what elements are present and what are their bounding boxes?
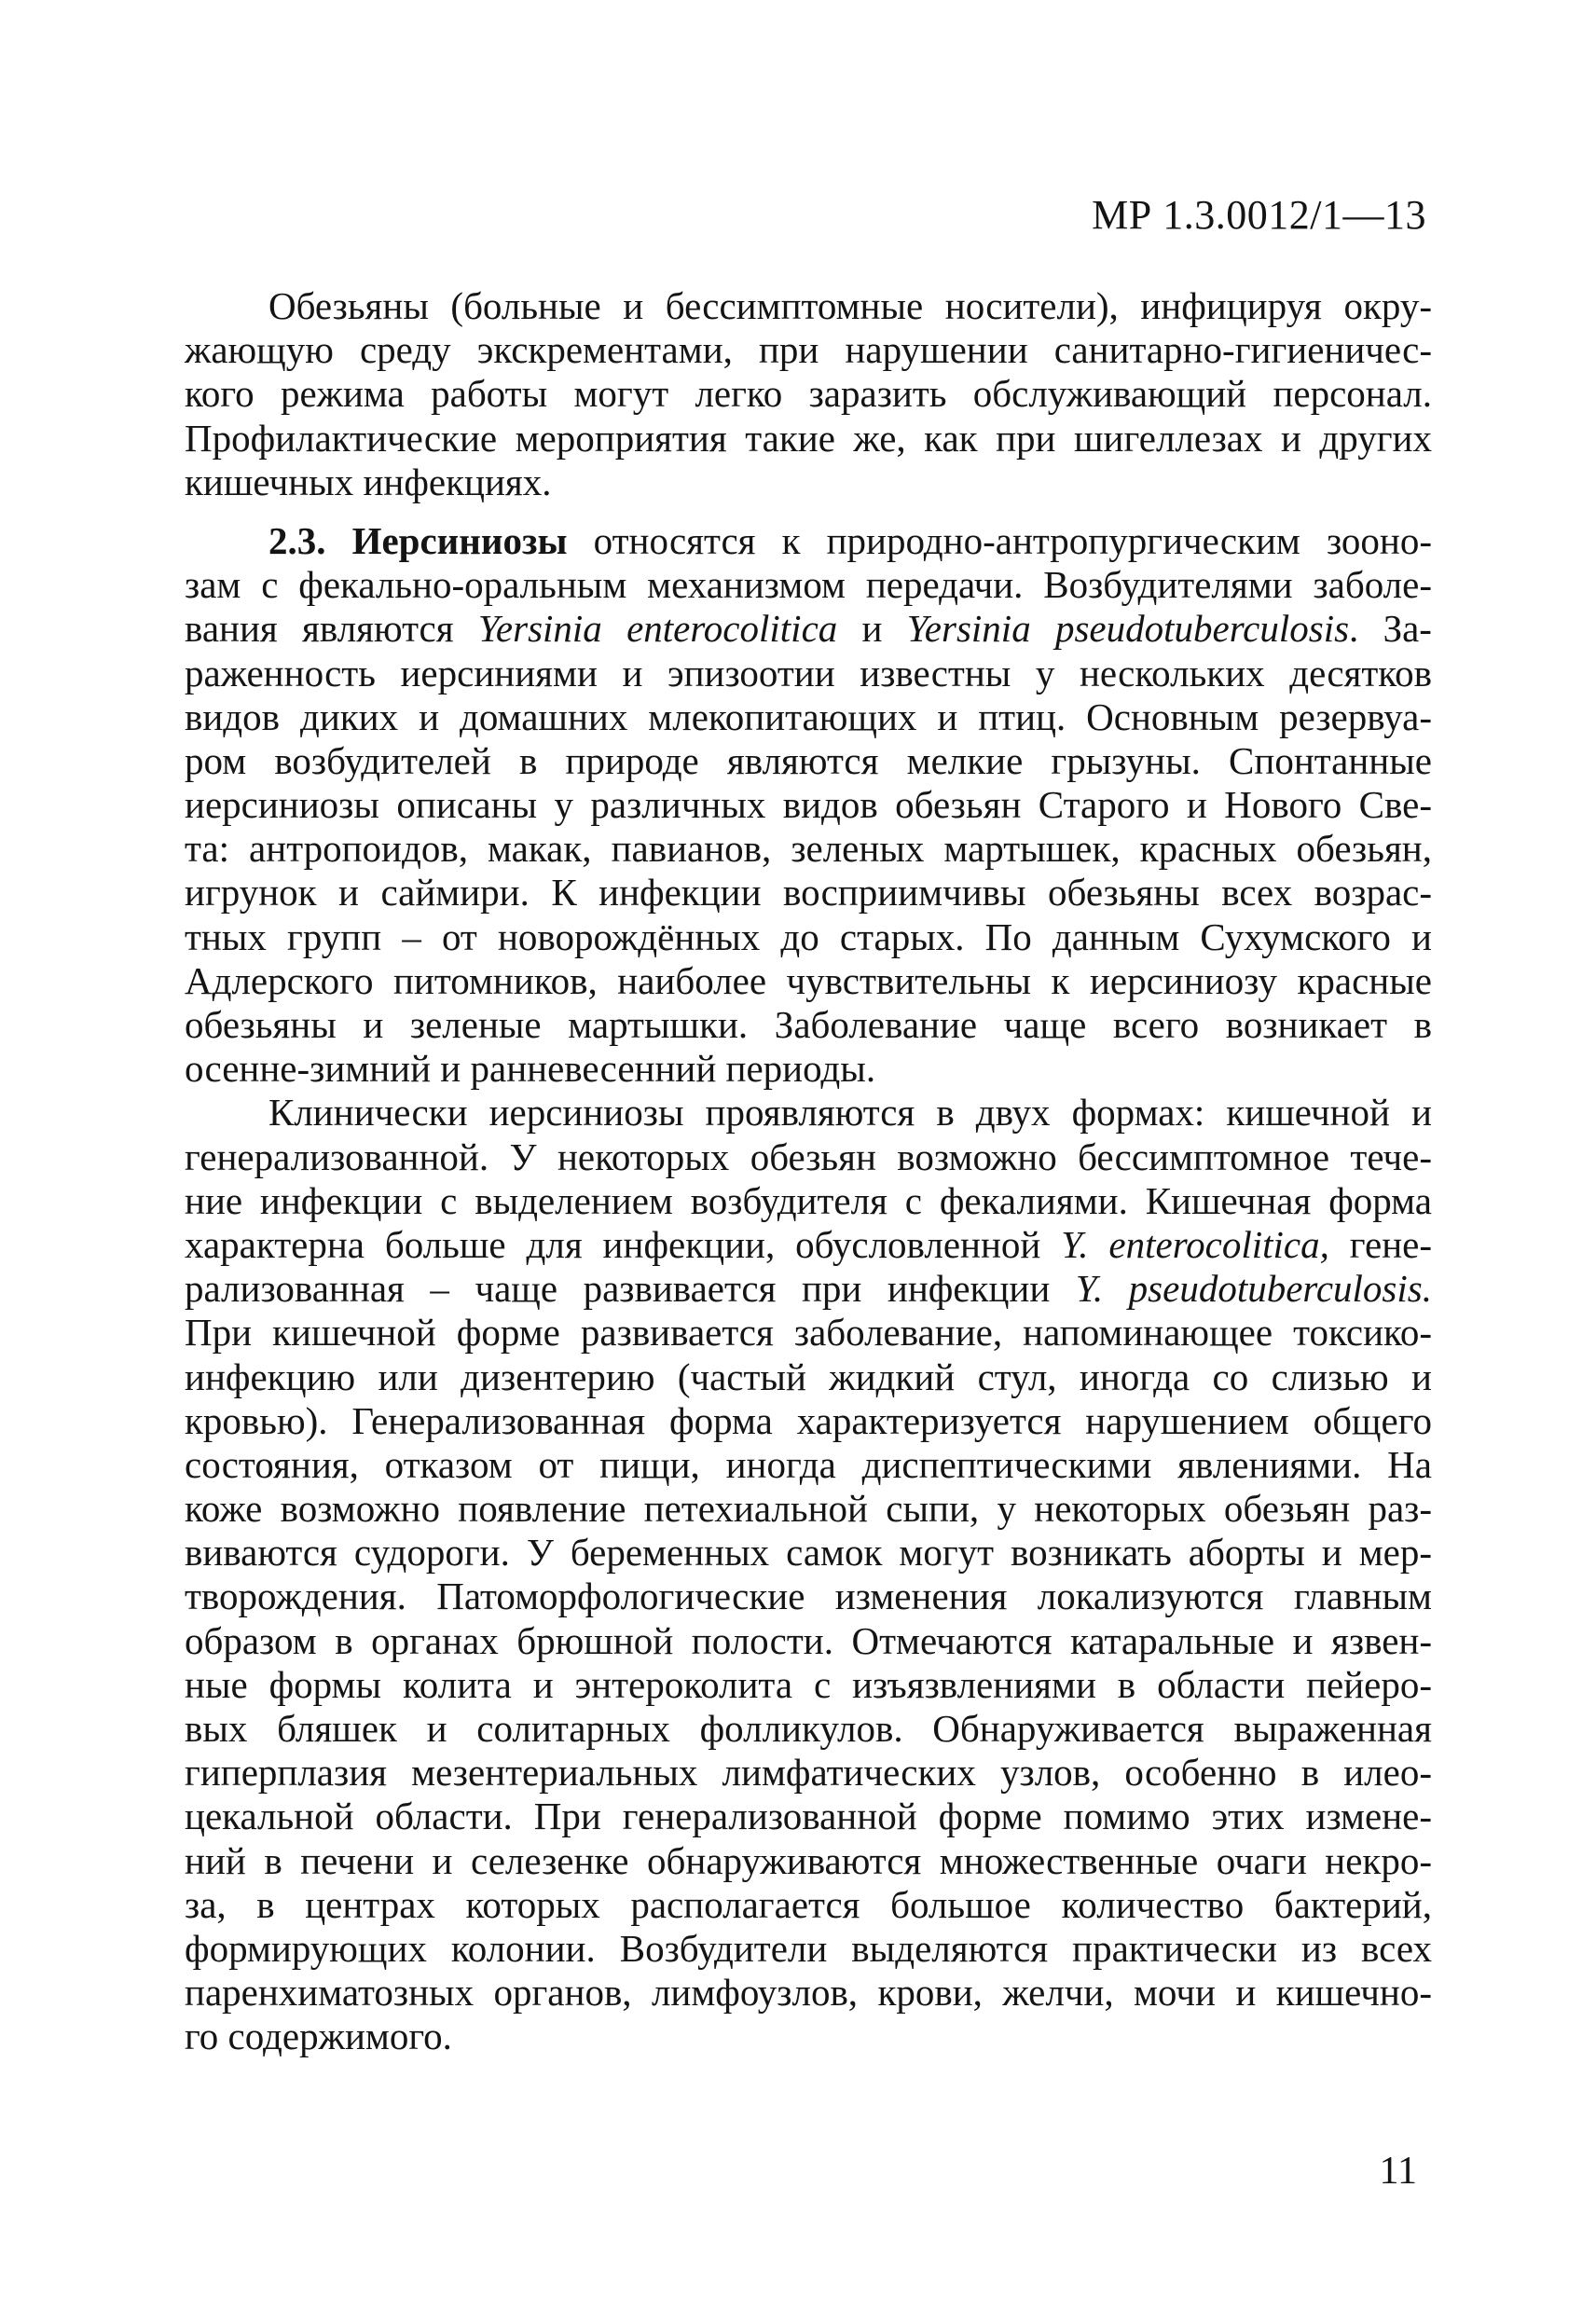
- text-line: цекальной области. При генерализованной форме помимо этих измене-: [185, 1795, 1432, 1838]
- text-line: генерализованной. У некоторых обезьян возможно бессимптомное тече-: [185, 1135, 1432, 1178]
- page-number: 11: [1379, 2150, 1417, 2193]
- text-line: за, в центрах которых располагается большое количество бактерий,: [185, 1882, 1432, 1926]
- text-line: кровью). Генерализованная форма характеризуется нарушением общего: [185, 1398, 1432, 1442]
- paragraph-monkeys-carriers: [185, 284, 1432, 504]
- text-line: образом в органах брюшной полости. Отмечаются катаральные и язвен-: [185, 1618, 1432, 1662]
- text-line: ний в печени и селезенке обнаруживаются множественные очаги некро-: [185, 1838, 1432, 1882]
- text-line: Адлерского питомников, наиболее чувствительны к иерсиниозу красные: [185, 958, 1432, 1002]
- text-fragment: и: [837, 607, 907, 651]
- text-line: Клинически иерсиниозы проявляются в двух формах: кишечной и: [268, 1091, 1432, 1135]
- text-line: [185, 519, 1432, 563]
- text-fragment: . За-: [1349, 607, 1432, 651]
- text-fragment: рализованная – чаще развивается при инфекции: [185, 1267, 1076, 1311]
- text-line: обезьяны и зеленые мартышки. Заболевание чаще всего возникает в: [185, 1003, 1432, 1046]
- text-line: кого режима работы могут легко заразить обслуживающий персонал.: [185, 372, 1432, 416]
- species-name: Yersinia enterocolitica: [477, 607, 838, 651]
- text-line: раженность иерсиниями и эпизоотии известны у нескольких десятков: [185, 651, 1432, 695]
- text-line: ные формы колита и энтероколита с изъязвлениями в области пейеро-: [185, 1662, 1432, 1706]
- text-line: коже возможно появление петехиальной сыпи, у некоторых обезьян раз-: [185, 1487, 1432, 1531]
- text-line: ром возбудителей в природе являются мелкие грызуны. Спонтанные: [185, 738, 1432, 782]
- text-line: та: антропоидов, макак, павианов, зеленых мартышек, красных обезьян,: [185, 827, 1432, 871]
- text-line: [185, 1223, 1432, 1267]
- text-line: Обезьяны (больные и бессимптомные носители), инфицируя окру-: [268, 284, 1432, 327]
- text-line: вых бляшек и солитарных фолликулов. Обнаруживается выраженная: [185, 1707, 1432, 1750]
- text-line: инфекцию или дизентерию (частый жидкий стул, иногда со слизью и: [185, 1355, 1432, 1398]
- text-line: гиперплазия мезентериальных лимфатических узлов, особенно в илео-: [185, 1751, 1432, 1795]
- text-line: осенне-зимний и ранневесенний периоды.: [185, 1047, 876, 1091]
- text-line: видов диких и домашних млекопитающих и птиц. Основным резервуа-: [185, 695, 1432, 738]
- text-line: иерсиниозы описаны у различных видов обезьян Старого и Нового Све-: [185, 783, 1432, 827]
- text-fragment: относятся к природно-антропургическим зооно-: [567, 518, 1432, 562]
- text-line: игрунок и саймири. К инфекции восприимчивы обезьяны всех возрас-: [185, 871, 1432, 915]
- text-fragment: характерна больше для инфекции, обусловленной: [185, 1222, 1062, 1266]
- text-line: При кишечной форме развивается заболевание, напоминающее токсико-: [185, 1311, 1432, 1355]
- text-line: тных групп – от новорождённых до старых. По данным Сухумского и: [185, 915, 1432, 958]
- text-line: кишечных инфекциях.: [185, 460, 552, 503]
- species-name: Yersinia pseudotuberculosis: [906, 607, 1350, 651]
- text-line: паренхиматозных органов, лимфоузлов, крови, желчи, мочи и кишечно-: [185, 1971, 1432, 2015]
- document-body: [185, 284, 1432, 2059]
- text-line: жающую среду экскрементами, при нарушении санитарно-гигиеничес-: [185, 328, 1432, 372]
- text-line: Профилактические мероприятия такие же, как при шигеллезах и других: [185, 416, 1432, 460]
- text-line: ние инфекции с выделением возбудителя с фекалиями. Кишечная форма: [185, 1178, 1432, 1222]
- paragraph-clinical-forms: [185, 1091, 1432, 2058]
- text-line: состояния, отказом от пищи, иногда диспептическими явлениями. На: [185, 1442, 1432, 1486]
- text-line: творождения. Патоморфологические изменения локализуются главным: [185, 1575, 1432, 1618]
- paragraph-yersiniosis-section: [185, 519, 1432, 1091]
- text-line: зам с фекально-оральным механизмом передачи. Возбудителями заболе-: [185, 563, 1432, 607]
- section-heading: 2.3. Иерсиниозы: [268, 518, 568, 562]
- text-line: го содержимого.: [185, 2015, 452, 2058]
- document-code-header: МР 1.3.0012/1—13: [1092, 192, 1426, 238]
- species-name: Y. pseudotuberculosis.: [1075, 1267, 1432, 1311]
- species-name: Y. enterocolitica,: [1061, 1222, 1329, 1266]
- text-fragment: гене-: [1328, 1222, 1432, 1266]
- text-fragment: вания являются: [185, 607, 478, 651]
- text-line: [185, 1267, 1432, 1311]
- text-line: виваются судороги. У беременных самок могут возникать аборты и мер-: [185, 1531, 1432, 1575]
- text-line: [185, 607, 1432, 651]
- text-line: формирующих колонии. Возбудители выделяются практически из всех: [185, 1926, 1432, 1970]
